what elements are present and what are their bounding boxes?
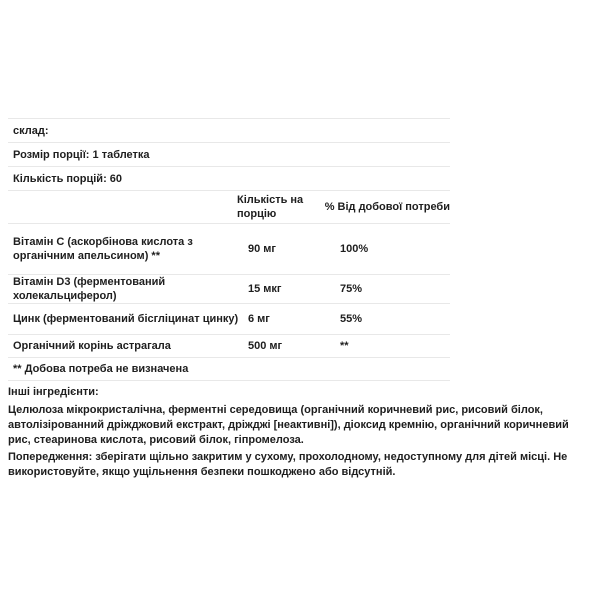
nutrient-name: Вітамін C (аскорбінова кислота з органічним апельсином) **	[13, 236, 193, 262]
info-row-servings-count	[8, 166, 450, 190]
facts-table	[8, 118, 450, 381]
nutrient-row-vitamin-c	[8, 223, 450, 274]
other-ingredients-heading: Інші інгредієнти:	[8, 386, 99, 398]
table-header-row	[8, 190, 450, 223]
footnote-text: ** Добова потреба не визначена	[13, 363, 189, 375]
serving-size-label: Розмір порції: 1 таблетка	[13, 148, 150, 161]
other-ingredients-text: Целюлоза мікрокристалічна, ферментні середовища (органічний коричневий рис, рисовий білок, автолізірованний дріжджовий екстракт, дріжджі [неактивні]), діоксид кремнію, органічний коричневий рис, стеаринова кислота, рисовий білок, гіпромелоза.	[8, 404, 569, 446]
nutrient-row-vitamin-d3	[8, 274, 450, 303]
nutrient-name: Цинк (ферментований бісгліцинат цинку)	[13, 313, 239, 325]
nutrient-name: Вітамін D3 (ферментований холекальциферол)	[13, 276, 166, 302]
nutrient-dv: **	[340, 340, 349, 352]
info-row-composition	[8, 118, 450, 142]
nutrient-row-astragalus	[8, 334, 450, 357]
nutrient-amount: 15 мкг	[248, 283, 282, 295]
warning-text: Попередження: зберігати щільно закритим у сухому, прохолодному, недоступному для дітей місці. Не використовуйте, якщо ущільнення безпеки пошкоджено або відсутній.	[8, 451, 568, 478]
nutrient-row-zinc	[8, 303, 450, 334]
nutrient-amount: 6 мг	[248, 313, 270, 325]
nutrient-amount: 90 мг	[248, 243, 277, 255]
servings-count-label: Кількість порцій: 60	[13, 172, 123, 185]
composition-label: склад:	[13, 124, 49, 137]
nutrient-dv: 75%	[340, 283, 363, 295]
nutrient-amount: 500 мг	[248, 340, 283, 352]
nutrient-dv: 100%	[340, 243, 369, 255]
nutrient-dv: 55%	[340, 313, 363, 325]
column-header-dv: % Від добової потреби	[324, 201, 450, 213]
table-footnote	[8, 357, 450, 381]
info-row-serving-size	[8, 142, 450, 166]
column-header-amount: Кількість на порцію	[237, 194, 304, 220]
nutrient-name: Органічний корінь астрагала	[13, 340, 171, 352]
